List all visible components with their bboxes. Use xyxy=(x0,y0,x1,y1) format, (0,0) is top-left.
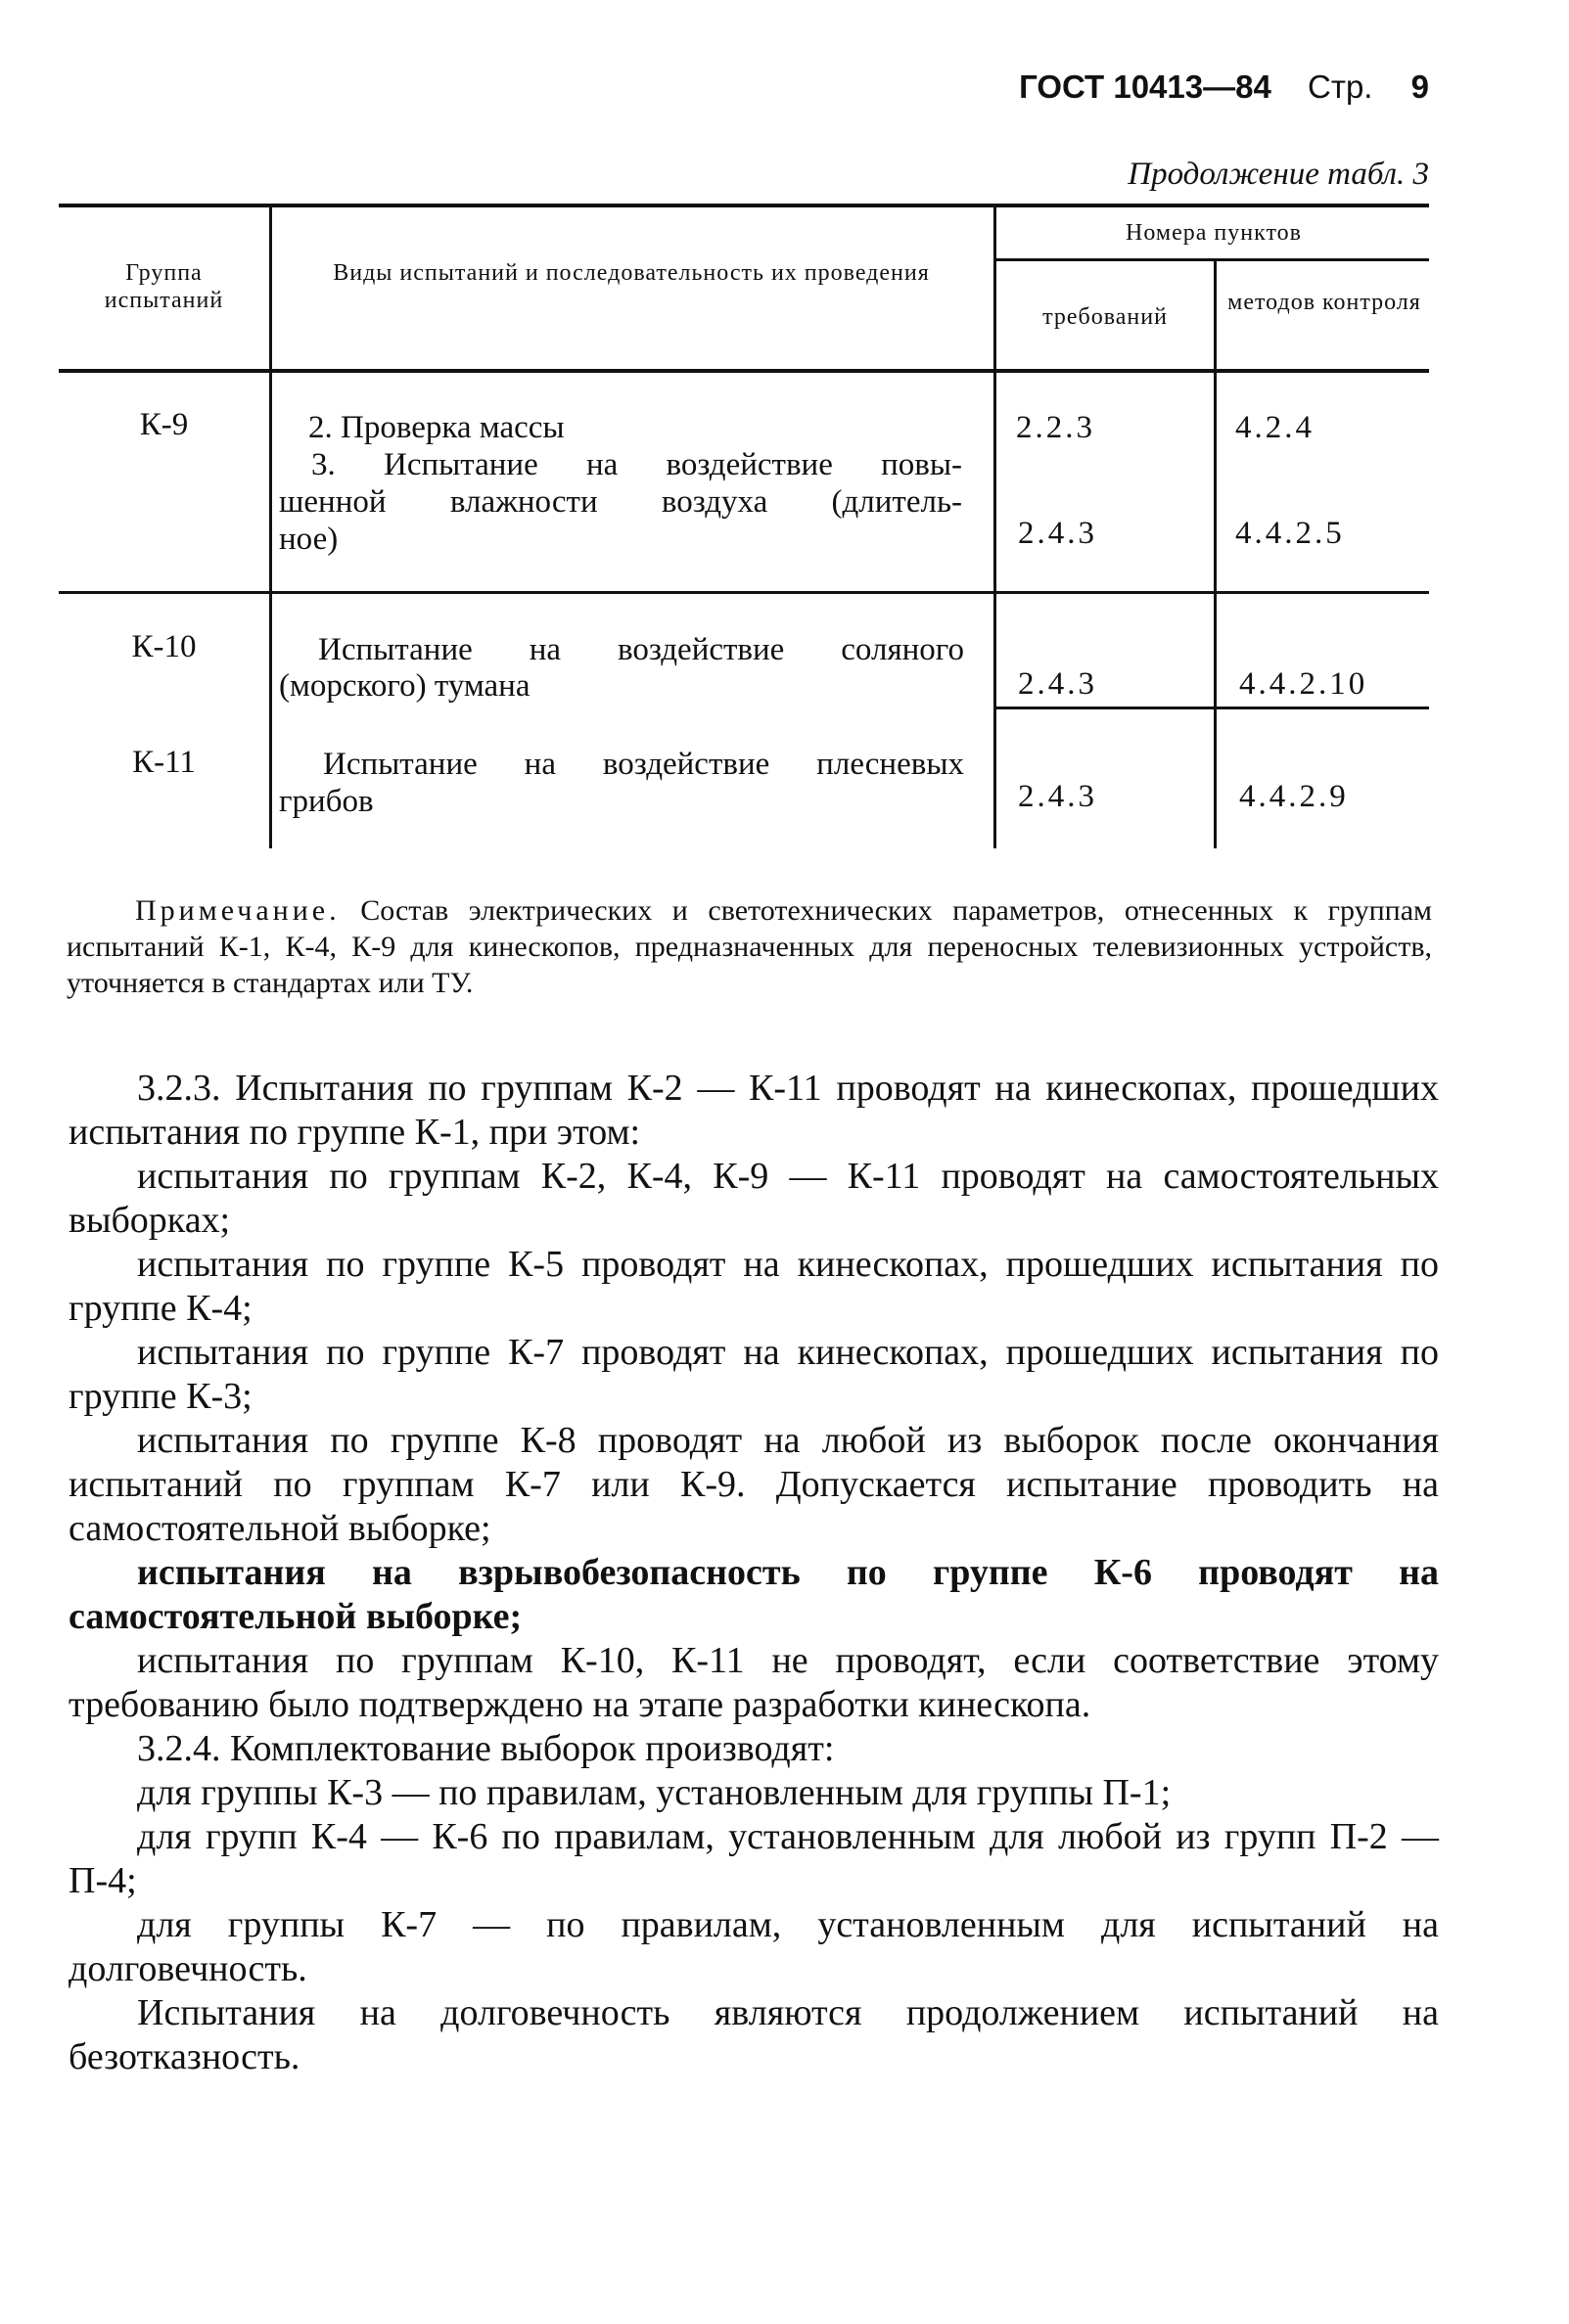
paragraph: 3.2.3. Испытания по группам К-2 — К-11 проводят на кинескопах, прошедших испытания по группе К-1, при этом: xyxy=(69,1068,1439,1153)
document-code: ГОСТ 10413—84 xyxy=(1019,68,1271,105)
paragraph: для групп К-4 — К-6 по правилам, установленным для любой из групп П-2 — П-4; xyxy=(69,1816,1439,1901)
row-group: К-10 xyxy=(131,629,197,664)
paragraph: испытания по группе К-7 проводят на кинескопах, прошедших испытания по группе К-3; xyxy=(69,1332,1439,1417)
row-req: 2.4.3 xyxy=(1018,516,1097,551)
note-label: Примечание. xyxy=(135,894,341,927)
row-text-line: шенной влажности воздуха (длитель- xyxy=(279,484,962,520)
row-method: 4.2.4 xyxy=(1235,410,1315,445)
row-text-line: Испытание на воздействие соляного xyxy=(318,632,964,667)
row-text-line: 2. Проверка массы xyxy=(308,410,565,445)
column-divider xyxy=(1214,258,1217,848)
table-header-rule xyxy=(59,369,1429,373)
body-text xyxy=(69,1067,1439,2079)
paragraph: для группы К-3 — по правилам, установленным для группы П-1; xyxy=(137,1772,1172,1813)
column-divider xyxy=(269,207,272,848)
row-req: 2.4.3 xyxy=(1018,779,1097,814)
header-methods: методов контроля xyxy=(1227,290,1421,315)
row-text-line: ное) xyxy=(279,522,339,557)
table-top-rule xyxy=(59,204,1429,207)
row-method: 4.4.2.5 xyxy=(1235,516,1345,551)
row-method: 4.4.2.10 xyxy=(1239,666,1368,702)
paragraph: для группы К-7 — по правилам, установленным для испытаний на долговечность. xyxy=(69,1904,1439,1989)
row-group: К-11 xyxy=(132,745,196,780)
paragraph: испытания по группам К-2, К-4, К-9 — К-11 проводят на самостоятельных выборках; xyxy=(69,1156,1439,1241)
row-divider xyxy=(59,591,1429,594)
row-text-line: (морского) тумана xyxy=(279,668,531,704)
page-number: 9 xyxy=(1410,68,1429,105)
note-text: Состав электрических и светотехнических параметров, отнесенных к группам испытаний К-1, К-4, К-9 для кинескопов, предназначенных для переносных телевизионных устройств, уточняется в стандартах или ТУ. xyxy=(67,894,1432,999)
row-method: 4.4.2.9 xyxy=(1239,779,1349,814)
header-test-types: Виды испытаний и последовательность их проведения xyxy=(333,260,930,286)
table-note xyxy=(67,892,1432,1001)
paragraph: испытания на взрывобезопасность по группе К-6 проводят на самостоятельной выборке; xyxy=(69,1552,1439,1637)
row-divider xyxy=(993,706,1429,709)
row-text-line: 3. Испытание на воздействие повы- xyxy=(311,447,962,482)
numbers-header-rule xyxy=(993,258,1429,261)
paragraph: 3.2.4. Комплектование выборок производят: xyxy=(137,1728,835,1769)
header-group: Группа испытаний xyxy=(104,260,224,313)
paragraph: испытания по группе К-8 проводят на любой из выборок после окончания испытаний по группам К-7 или К-9. Допускается испытание проводить на самостоятельной выборке; xyxy=(69,1420,1439,1549)
page-header xyxy=(969,68,1429,106)
header-requirements: требований xyxy=(1042,304,1168,330)
column-divider xyxy=(993,207,996,848)
table-continuation-caption: Продолжение табл. 3 xyxy=(1128,157,1429,192)
paragraph: Испытания на долговечность являются продолжением испытаний на безотказность. xyxy=(69,1992,1439,2077)
row-group: К-9 xyxy=(139,407,189,442)
row-text-line: грибов xyxy=(279,784,374,819)
header-item-numbers: Номера пунктов xyxy=(1126,220,1302,246)
page-label: Стр. xyxy=(1308,68,1373,105)
paragraph: испытания по группе К-5 проводят на кинескопах, прошедших испытания по группе К-4; xyxy=(69,1244,1439,1329)
paragraph: испытания по группам К-10, К-11 не проводят, если соответствие этому требованию было подтверждено на этапе разработки кинескопа. xyxy=(69,1640,1439,1725)
row-req: 2.2.3 xyxy=(1016,410,1095,445)
row-req: 2.4.3 xyxy=(1018,666,1097,702)
row-text-line: Испытание на воздействие плесневых xyxy=(323,747,964,782)
